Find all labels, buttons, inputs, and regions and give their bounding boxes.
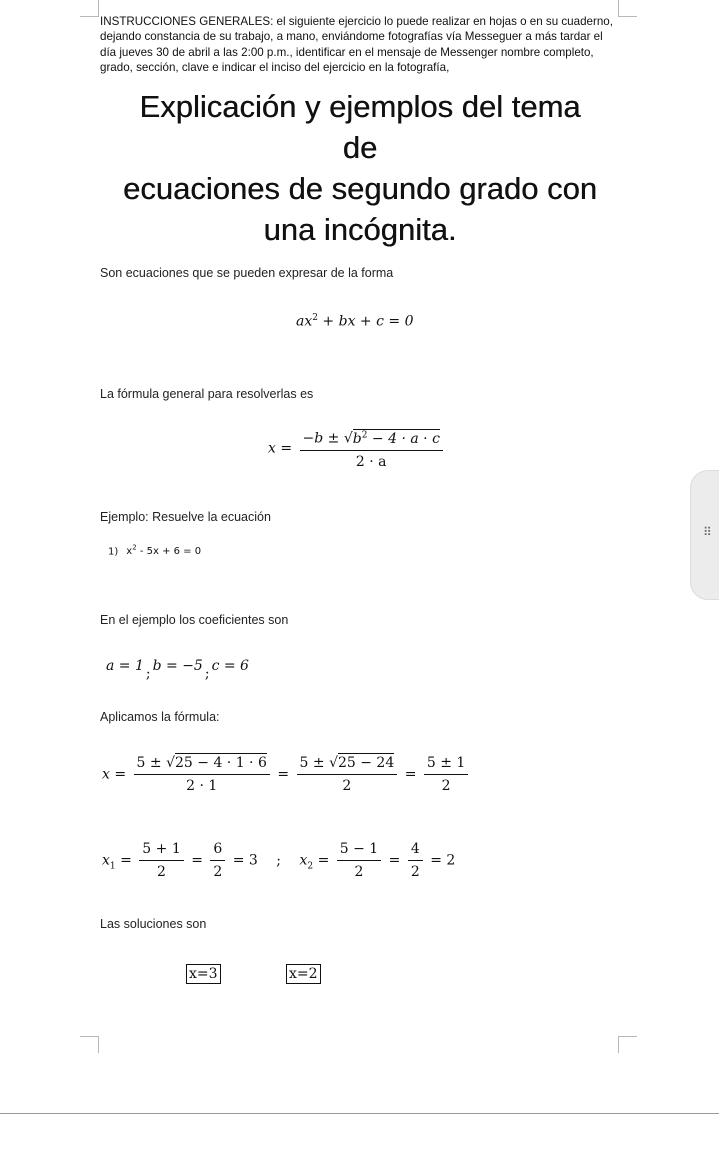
formula-radicand-rest: − 4 · a · c [367,430,440,447]
coef-sep-2: ; [204,666,210,682]
example-item-1 [108,544,201,557]
solution-x1-result: = 3 [232,852,258,869]
title-line-2: de [342,130,378,165]
application-lhs: x = [102,766,127,783]
solution-x2-var: x [299,852,308,869]
formula-radicand-exp: 2 [361,430,368,440]
formula-lhs: x = [268,440,293,457]
solution-x2-num-b: 4 [408,838,423,861]
application-f2-radicand: 25 − 24 [337,755,395,771]
application-f1-den: 2 · 1 [186,778,218,794]
application-eq-1: = [277,766,290,783]
solution-x1-eq: = [120,852,132,869]
solution-x2-num-a: 5 − 1 [337,838,381,861]
solution-x2-den-a: 2 [354,864,364,880]
application-f3-num: 5 ± 1 [424,752,468,775]
example-text: Ejemplo: Resuelve la ecuación [100,510,271,524]
solutions-equation [102,838,455,883]
application-f1-num: 5 ± √25 − 4 · 1 · 6 [134,752,270,775]
application-f3-den: 2 [441,778,451,794]
coefficients-equation [106,658,249,682]
application-f2-num-a: 5 ± [299,755,330,771]
page-title [60,86,660,250]
solution-x2-sub: 2 [307,861,314,872]
formula-fraction [300,424,443,473]
margin-corner-top-left [80,0,99,17]
application-eq-2: = [404,766,417,783]
application-f1-radicand: 25 − 4 · 1 · 6 [175,755,267,771]
apply-text: Aplicamos la fórmula: [100,710,220,724]
answer-x1-box: x=3 [186,964,221,984]
drag-handle-icon: ⠿ [703,525,711,539]
coef-c: c = 6 [211,658,249,674]
general-form-ax: ax [296,313,313,330]
solution-x1-var: x [102,852,110,869]
solution-x2-den-b: 2 [410,864,420,880]
coefficients-text: En el ejemplo los coeficientes son [100,613,289,627]
coef-a: a = 1 [106,658,144,674]
solution-x1-den-b: 2 [213,864,223,880]
solution-x1-eq-2: = [191,852,203,869]
solution-x2-eq: = [317,852,330,869]
solutions-separator: ; [276,852,282,869]
application-fraction-2 [297,752,398,797]
application-fraction-1 [134,752,270,797]
example-number: 1) [108,546,119,558]
solutions-text: Las soluciones son [100,917,207,931]
solution-x1-sub: 1 [109,861,116,872]
solution-x1-fraction-a [139,838,183,883]
coef-sep-1: ; [145,666,151,682]
solution-x1-den-a: 2 [157,864,166,880]
application-f2-den: 2 [342,778,352,794]
solution-x2-eq-2: = [388,852,401,869]
application-fraction-3 [424,752,468,797]
solution-x1-num-a: 5 + 1 [139,838,183,861]
general-formula [268,424,446,473]
formula-radicand [353,429,440,447]
title-line-1: Explicación y ejemplos del tema [139,89,581,124]
solution-x2-result: = 2 [430,852,456,869]
title-line-4: una incógnita. [263,212,457,247]
application-f2-num: 5 ± √25 − 24 [297,752,398,775]
example-exp: 2 [132,544,137,552]
general-form-exponent: 2 [312,313,318,323]
margin-corner-top-right [618,0,637,17]
instructions-paragraph: INSTRUCCIONES GENERALES: el siguiente ejercicio lo puede realizar en hojas o en su cuaderno, dejando constancia de su trabajo, a mano, enviándome fotografías vía Messeguer a más tardar el día jueves 30 de abril a las 2:00 p.m., identificar en el mensaje de Messenger nombre completo, grado, sección, clave e indicar el inciso del ejercicio en la fotografía, [100,15,613,75]
answer-x2-box: x=2 [286,964,321,984]
example-equation [126,546,201,557]
formula-denominator: 2 · a [355,453,387,470]
title-line-3: ecuaciones de segundo grado con [123,171,597,206]
application-f1-num-a: 5 ± [136,755,167,771]
margin-corner-bottom-right [618,1036,637,1053]
solution-x1-fraction-b [210,838,225,883]
margin-corner-bottom-left [80,1036,99,1053]
general-form-rest: + bx + c = 0 [317,313,414,330]
example-x: x [126,546,133,558]
formula-numerator: $-b \pm √b^2 - 4 \cdot a \cdot c$ [300,424,443,451]
formula-num-part: −b ± [302,430,344,447]
solution-x2-fraction-b [408,838,423,883]
solution-x2-fraction-a [337,838,381,883]
formula-radicand-b: b [352,430,362,447]
intro-text: Son ecuaciones que se pueden expresar de la forma [100,266,394,280]
coef-b: b = −5 [152,658,203,674]
solution-x1-num-b: 6 [210,838,225,861]
side-panel-handle[interactable] [690,470,719,600]
formula-text: La fórmula general para resolverlas es [100,387,314,401]
general-form-equation [296,313,413,330]
page-bottom-divider [0,1113,719,1114]
formula-application [102,752,471,797]
example-rest: - 5x + 6 = 0 [136,546,202,558]
